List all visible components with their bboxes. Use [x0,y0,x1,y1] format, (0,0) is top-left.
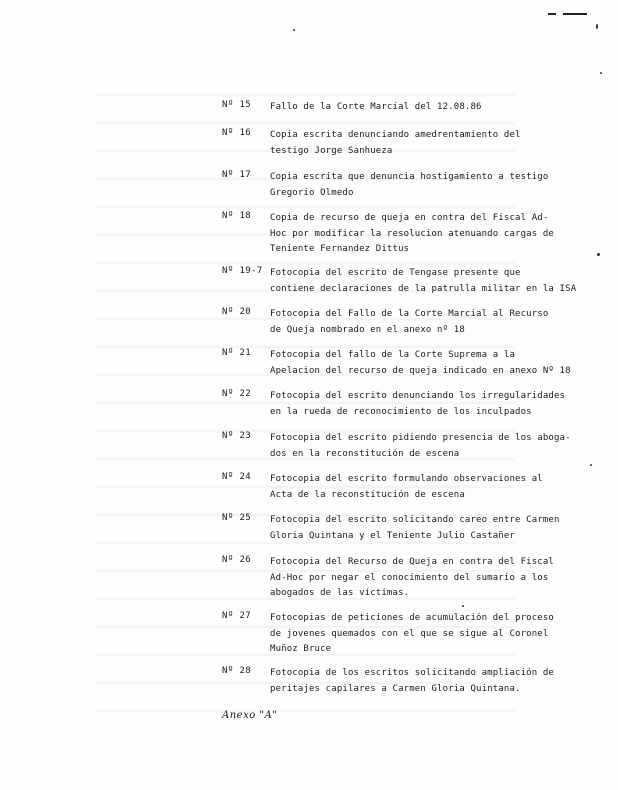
annex-entry-line: Fotocopia del Recurso de Queja en contra del Fiscal [270,557,554,567]
annex-entry-line: Apelacion del recurso de queja indicado en anexo Nº 18 [270,365,571,376]
annex-entry-line: Fotocopia del escrito formulando observaciones al [270,474,543,484]
annex-entry-line: Gloria Quintana y el Teniente Julio Castañer [270,530,516,541]
annex-entry-number: Nº 16 [222,128,252,138]
annex-entry-line: Hoc por modificar la resolucion atenuando cargas de [270,228,554,239]
annex-entry-line: Teniente Fernandez Dittus [270,244,410,254]
annex-entry-line: contiene declaraciones de la patrulla militar en la ISA [270,283,577,294]
paper-speck [597,253,600,256]
annex-entry-number: Nº 27 [222,611,252,621]
annex-entry-line: Copia escrita que denuncia hostigamiento a testigo [270,172,549,182]
annex-entry-line: abogados de las víctimas. [270,588,410,598]
paper-speck [596,24,598,29]
annex-entry-number: Nº 21 [222,348,252,358]
annex-entry-number: Nº 26 [222,555,252,565]
annex-entry-line: Fotocopia del Fallo de la Corte Marcial al Recurso [270,309,549,319]
annex-entry-number: Nº 18 [222,211,252,221]
paper-speck [462,605,464,607]
annex-entry-description [270,555,592,602]
paper-speck [293,29,295,31]
corner-mark [548,13,556,15]
annex-entry-number: Nº 17 [222,170,252,180]
paper-speck [600,72,602,74]
annex-entry-line: Fotocopia del escrito denunciando los irregularidades [270,391,566,401]
annex-entry-line: de Queja nombrado en el anexo nº 18 [270,324,465,335]
annex-entry-line: Fotocopia del fallo de la Corte Suprema a la [270,350,516,360]
annex-entry-line: dos en la reconstitución de escena [270,448,460,459]
annex-entry-description [270,666,592,697]
annex-entry-line: Fotocopia del escrito pidiendo presencia de los aboga- [270,433,571,443]
annex-entry-number: Nº 28 [222,666,252,676]
annex-entry-number: Nº 20 [222,307,252,317]
annex-entry-line: Gregorio Olmedo [270,187,354,198]
annex-entry-number: Nº 22 [222,389,252,399]
annex-entry-description [270,389,592,420]
annex-entry-line: testigo Jorge Sanhueza [270,145,393,156]
annex-entry-line: en la rueda de reconocimiento de los inculpados [270,406,532,417]
annex-entry-number: Nº 25 [222,513,252,523]
annex-entry-number: Nº 19-7 [222,266,263,276]
annex-entry-description [270,266,592,297]
annex-entry-line: peritajes capilares a Carmen Gloria Quintana. [270,683,521,694]
annex-entry-line: Acta de la reconstitución de escena [270,489,465,500]
annex-label: Anexo "A" [222,710,278,721]
annex-entry-description [270,513,592,544]
annex-entry-number: Nº 23 [222,431,252,441]
annex-entry-number: Nº 15 [222,100,252,110]
annex-entry-line: Muñoz Bruce [270,644,332,654]
annex-entry-description [270,211,592,258]
annex-entry-line: Copia de recurso de queja en contra del Fiscal Ad- [270,213,549,223]
annex-entry-number: Nº 24 [222,472,252,482]
annex-entry-line: Fotocopias de peticiones de acumulación del proceso [270,613,554,623]
annex-entry-line: de jovenes quemados con el que se sigue al Coronel [270,628,549,639]
annex-entry-line: Copia escrita denunciando amedrentamiento del [270,130,521,140]
annex-entry-description [270,100,592,116]
annex-entry-description [270,128,592,159]
annex-entry-description [270,170,592,201]
annex-entry-description [270,611,592,658]
annex-entry-description [270,307,592,338]
paper-speck [590,464,592,466]
annex-entry-description [270,472,592,503]
annex-entry-description [270,348,592,379]
annex-entry-description [270,431,592,462]
corner-mark [563,13,587,15]
annex-entry-line: Fotocopia del escrito de Tengase presente que [270,268,521,278]
annex-entry-line: Ad-Hoc por negar el conocimiento del sumario a los [270,572,549,583]
annex-entry-line: Fotocopia de los escritos solicitando ampliación de [270,668,554,678]
annex-entry-line: Fallo de la Corte Marcial del 12.08.86 [270,102,482,112]
annex-entry-line: Fotocopia del escrito solicitando careo entre Carmen [270,515,560,525]
